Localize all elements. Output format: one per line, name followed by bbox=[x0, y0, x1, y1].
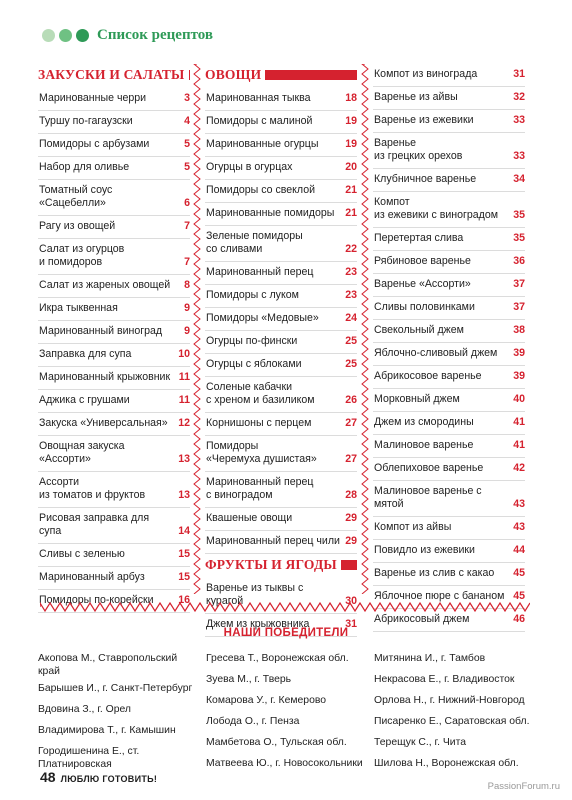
recipe-name: Помидоры «Черемуха душистая» bbox=[206, 440, 317, 465]
recipe-name: Маринованная тыква bbox=[206, 92, 311, 104]
recipe-name: Икра тыквенная bbox=[39, 302, 118, 314]
recipe-item bbox=[373, 87, 525, 110]
recipe-item bbox=[373, 169, 525, 192]
recipe-page: 5 bbox=[184, 138, 190, 150]
section-bar bbox=[341, 560, 357, 570]
recipe-item bbox=[38, 298, 190, 321]
recipe-page: 16 bbox=[178, 594, 190, 606]
recipe-page: 26 bbox=[345, 394, 357, 406]
recipe-page: 43 bbox=[513, 521, 525, 533]
recipe-page: 46 bbox=[513, 613, 525, 625]
recipe-item bbox=[205, 508, 357, 531]
recipe-page: 10 bbox=[178, 348, 190, 360]
recipe-page: 25 bbox=[345, 358, 357, 370]
page-footer bbox=[40, 769, 157, 785]
zigzag-line bbox=[40, 603, 530, 611]
recipe-page: 32 bbox=[513, 91, 525, 103]
decorative-dot-icon bbox=[76, 29, 89, 42]
recipe-column-2 bbox=[205, 64, 357, 637]
recipe-page: 13 bbox=[178, 453, 190, 465]
recipe-item bbox=[38, 508, 190, 544]
winner-entry: Комарова У., г. Кемерово bbox=[206, 695, 327, 706]
recipe-page: 42 bbox=[513, 462, 525, 474]
recipe-name: Варенье из слив с какао bbox=[374, 567, 495, 579]
section-bar bbox=[189, 70, 191, 80]
recipe-name: Маринованный арбуз bbox=[39, 571, 145, 583]
recipe-name: Туршу по-гагаузски bbox=[39, 115, 133, 127]
recipe-name: Яблочно-сливовый джем bbox=[374, 347, 498, 359]
recipe-page: 7 bbox=[184, 220, 190, 232]
zigzag-line bbox=[194, 64, 200, 594]
recipe-page: 9 bbox=[184, 325, 190, 337]
recipe-page: 31 bbox=[345, 618, 357, 630]
recipe-page: 24 bbox=[345, 312, 357, 324]
recipe-page: 35 bbox=[513, 209, 525, 221]
recipe-item bbox=[205, 413, 357, 436]
recipe-page: 11 bbox=[178, 371, 190, 383]
recipe-item bbox=[373, 389, 525, 412]
page-number: 48 bbox=[40, 769, 56, 785]
recipe-name: Маринованный перец с виноградом bbox=[206, 476, 314, 501]
recipe-item bbox=[205, 226, 357, 262]
recipe-column-1 bbox=[38, 64, 190, 613]
winner-entry: Владимирова Т., г. Камышин bbox=[38, 725, 176, 736]
zigzag-divider-icon bbox=[361, 64, 369, 594]
recipe-name: Томатный соус «Сацебелли» bbox=[39, 184, 113, 209]
recipe-item bbox=[38, 88, 190, 111]
recipe-page: 39 bbox=[513, 370, 525, 382]
recipe-name: Зеленые помидоры со сливами bbox=[206, 230, 303, 255]
recipe-item bbox=[373, 458, 525, 481]
recipe-name: Огурцы с яблоками bbox=[206, 358, 302, 370]
recipe-item bbox=[373, 343, 525, 366]
recipe-item bbox=[38, 367, 190, 390]
recipe-item bbox=[205, 134, 357, 157]
recipe-page: 19 bbox=[345, 115, 357, 127]
winners-column-3 bbox=[374, 648, 534, 774]
recipe-page: 33 bbox=[513, 114, 525, 126]
recipe-page: 6 bbox=[184, 197, 190, 209]
recipe-page: 3 bbox=[184, 92, 190, 104]
recipe-name: Варенье из тыквы с курагой bbox=[206, 582, 304, 607]
recipe-name: Маринованный перец bbox=[206, 266, 314, 278]
recipe-item bbox=[373, 412, 525, 435]
recipe-page: 15 bbox=[178, 571, 190, 583]
recipe-page: 44 bbox=[513, 544, 525, 556]
recipe-page: 31 bbox=[513, 68, 525, 80]
recipe-name: Облепиховое варенье bbox=[374, 462, 484, 474]
winner-entry: Лобода О., г. Пенза bbox=[206, 716, 300, 727]
recipe-name: Варенье из грецких орехов bbox=[374, 137, 463, 162]
recipe-page: 23 bbox=[345, 289, 357, 301]
recipe-item bbox=[38, 436, 190, 472]
recipe-name: Сливы половинками bbox=[374, 301, 475, 313]
recipe-item bbox=[373, 366, 525, 389]
recipe-item bbox=[205, 262, 357, 285]
recipe-page: 45 bbox=[513, 567, 525, 579]
recipe-item bbox=[373, 320, 525, 343]
recipe-name: Маринованный виноград bbox=[39, 325, 163, 337]
recipe-name: Сливы с зеленью bbox=[39, 548, 125, 560]
recipe-item bbox=[205, 180, 357, 203]
zigzag-horizontal-divider-icon bbox=[40, 601, 530, 613]
recipe-name: Помидоры с луком bbox=[206, 289, 299, 301]
recipe-page: 29 bbox=[345, 512, 357, 524]
magazine-name: ЛЮБЛЮ ГОТОВИТЬ! bbox=[60, 774, 158, 784]
recipe-item bbox=[205, 472, 357, 508]
section-bar bbox=[265, 70, 357, 80]
recipe-page: 7 bbox=[184, 256, 190, 268]
recipe-page: 35 bbox=[513, 232, 525, 244]
recipe-page: 20 bbox=[345, 161, 357, 173]
recipe-name: Корнишоны с перцем bbox=[206, 417, 312, 429]
section-heading bbox=[205, 557, 357, 573]
winner-entry: Вдовина З., г. Орел bbox=[38, 704, 131, 715]
recipe-name: Помидоры со свеклой bbox=[206, 184, 316, 196]
decorative-dot-icon bbox=[59, 29, 72, 42]
recipe-name: Джем из смородины bbox=[374, 416, 474, 428]
recipe-name: Помидоры «Медовые» bbox=[206, 312, 319, 324]
recipe-page: 30 bbox=[345, 595, 357, 607]
recipe-item bbox=[38, 134, 190, 157]
recipe-name: Помидоры с арбузами bbox=[39, 138, 150, 150]
recipe-page: 12 bbox=[178, 417, 190, 429]
recipe-item bbox=[38, 390, 190, 413]
winner-entry: Некрасова Е., г. Владивосток bbox=[374, 674, 515, 685]
recipe-page: 18 bbox=[345, 92, 357, 104]
recipe-item bbox=[38, 413, 190, 436]
recipe-name: Компот из ежевики с виноградом bbox=[374, 196, 499, 221]
winner-entry: Матвеева Ю., г. Новосокольники bbox=[206, 758, 363, 769]
page-header bbox=[42, 24, 213, 46]
recipe-item bbox=[205, 308, 357, 331]
recipe-name: Яблочное пюре с бананом bbox=[374, 590, 505, 602]
recipe-page: 19 bbox=[345, 138, 357, 150]
recipe-item bbox=[373, 481, 525, 517]
winner-entry: Митянина И., г. Тамбов bbox=[374, 653, 486, 664]
recipe-item bbox=[38, 216, 190, 239]
recipe-name: Салат из огурцов и помидоров bbox=[39, 243, 125, 268]
recipe-name: Набор для оливье bbox=[39, 161, 130, 173]
recipe-page: 5 bbox=[184, 161, 190, 173]
recipe-page: 21 bbox=[345, 184, 357, 196]
recipe-name: Маринованные черри bbox=[39, 92, 147, 104]
recipe-item bbox=[373, 563, 525, 586]
winner-entry: Гресева Т., Воронежская обл. bbox=[206, 653, 349, 664]
recipe-page: 40 bbox=[513, 393, 525, 405]
recipe-item bbox=[205, 285, 357, 308]
recipe-page: 34 bbox=[513, 173, 525, 185]
recipe-name: Помидоры с малиной bbox=[206, 115, 313, 127]
recipe-page: 21 bbox=[345, 207, 357, 219]
recipe-page: 38 bbox=[513, 324, 525, 336]
winners-column-1 bbox=[38, 648, 198, 771]
winner-entry: Шилова Н., Воронежская обл. bbox=[374, 758, 519, 769]
recipe-page: 13 bbox=[178, 489, 190, 501]
winner-entry: Акопова М., Ставропольский край bbox=[38, 653, 178, 677]
recipe-item bbox=[38, 472, 190, 508]
recipe-name: Малиновое варенье с мятой bbox=[374, 485, 482, 510]
recipe-column-3 bbox=[373, 64, 525, 632]
section-heading bbox=[205, 67, 357, 83]
recipe-name: Перетертая слива bbox=[374, 232, 464, 244]
winner-entry: Терещук С., г. Чита bbox=[374, 737, 467, 748]
winner-entry: Писаренко Е., Саратовская обл. bbox=[374, 716, 530, 727]
recipe-name: Квашеные овощи bbox=[206, 512, 293, 524]
recipe-name: Клубничное варенье bbox=[374, 173, 477, 185]
recipe-page: 39 bbox=[513, 347, 525, 359]
recipe-item bbox=[373, 517, 525, 540]
recipe-name: Повидло из ежевики bbox=[374, 544, 475, 556]
recipe-page: 27 bbox=[345, 453, 357, 465]
recipe-name: Абрикосовое варенье bbox=[374, 370, 482, 382]
recipe-page: 28 bbox=[345, 489, 357, 501]
recipe-page: 41 bbox=[513, 416, 525, 428]
decorative-dot-icon bbox=[42, 29, 55, 42]
recipe-page: 36 bbox=[513, 255, 525, 267]
recipe-name: Овощная закуска «Ассорти» bbox=[39, 440, 125, 465]
recipe-name: Ассорти из томатов и фруктов bbox=[39, 476, 146, 501]
recipe-name: Маринованные огурцы bbox=[206, 138, 319, 150]
recipe-name: Салат из жареных овощей bbox=[39, 279, 171, 291]
section-title: ФРУКТЫ И ЯГОДЫ bbox=[205, 557, 337, 572]
recipe-item bbox=[38, 567, 190, 590]
recipe-name: Абрикосовый джем bbox=[374, 613, 470, 625]
recipe-item bbox=[38, 344, 190, 367]
recipe-page: 15 bbox=[178, 548, 190, 560]
section-heading bbox=[38, 67, 190, 83]
recipe-page: 33 bbox=[513, 150, 525, 162]
recipe-name: Варенье «Ассорти» bbox=[374, 278, 471, 290]
zigzag-divider-icon bbox=[193, 64, 201, 594]
recipe-item bbox=[373, 64, 525, 87]
recipe-page: 11 bbox=[178, 394, 190, 406]
recipe-item bbox=[373, 297, 525, 320]
recipe-item bbox=[38, 180, 190, 216]
winners-title: НАШИ ПОБЕДИТЕЛИ bbox=[223, 627, 349, 639]
recipe-name: Рябиновое варенье bbox=[374, 255, 471, 267]
recipe-page: 43 bbox=[513, 498, 525, 510]
recipe-name: Соленые кабачки с хреном и базиликом bbox=[206, 381, 315, 406]
recipe-name: Малиновое варенье bbox=[374, 439, 474, 451]
recipe-page: 14 bbox=[178, 525, 190, 537]
zigzag-line bbox=[362, 64, 368, 594]
recipe-page: 29 bbox=[345, 535, 357, 547]
recipe-name: Джем из крыжовника bbox=[206, 618, 310, 630]
recipe-item bbox=[205, 157, 357, 180]
recipe-page: 45 bbox=[513, 590, 525, 602]
recipe-item bbox=[38, 239, 190, 275]
recipe-name: Рисовая заправка для супа bbox=[39, 512, 150, 537]
winners-column-2 bbox=[206, 648, 366, 774]
winner-entry: Барышев И., г. Санкт-Петербург bbox=[38, 683, 193, 694]
section-title: ЗАКУСКИ И САЛАТЫ bbox=[38, 67, 185, 82]
recipe-name: Свекольный джем bbox=[374, 324, 464, 336]
recipe-name: Компот из айвы bbox=[374, 521, 452, 533]
recipe-item bbox=[38, 157, 190, 180]
section-title: ОВОЩИ bbox=[205, 67, 262, 82]
winner-entry: Зуева М., г. Тверь bbox=[206, 674, 292, 685]
recipe-item bbox=[373, 435, 525, 458]
recipe-item bbox=[373, 133, 525, 169]
recipe-name: Заправка для супа bbox=[39, 348, 132, 360]
recipe-page: 22 bbox=[345, 243, 357, 255]
watermark: PassionForum.ru bbox=[487, 781, 560, 792]
recipe-name: Маринованные помидоры bbox=[206, 207, 335, 219]
winner-entry: Мамбетова О., Тульская обл. bbox=[206, 737, 347, 748]
recipe-item bbox=[205, 354, 357, 377]
recipe-page: 8 bbox=[184, 279, 190, 291]
recipe-item bbox=[38, 275, 190, 298]
recipe-item bbox=[205, 331, 357, 354]
recipe-item bbox=[205, 203, 357, 226]
recipe-name: Компот из винограда bbox=[374, 68, 478, 80]
winner-entry: Городишенина Е., ст. Платнировская bbox=[38, 746, 140, 770]
winner-entry: Орлова Н., г. Нижний-Новгород bbox=[374, 695, 525, 706]
recipe-item bbox=[205, 436, 357, 472]
recipe-page: 41 bbox=[513, 439, 525, 451]
recipe-page: 27 bbox=[345, 417, 357, 429]
recipe-name: Маринованный крыжовник bbox=[39, 371, 171, 383]
recipe-name: Варенье из ежевики bbox=[374, 114, 474, 126]
recipe-item bbox=[205, 531, 357, 554]
recipe-item bbox=[373, 110, 525, 133]
recipe-item bbox=[205, 111, 357, 134]
recipe-page: 9 bbox=[184, 302, 190, 314]
recipe-item bbox=[373, 251, 525, 274]
recipe-item bbox=[38, 544, 190, 567]
recipe-name: Огурцы в огурцах bbox=[206, 161, 293, 173]
recipe-item bbox=[373, 228, 525, 251]
recipe-name: Огурцы по-фински bbox=[206, 335, 298, 347]
recipe-item bbox=[373, 540, 525, 563]
recipe-item bbox=[205, 88, 357, 111]
recipe-item bbox=[38, 111, 190, 134]
recipe-name: Варенье из айвы bbox=[374, 91, 458, 103]
recipe-name: Помидоры по-корейски bbox=[39, 594, 154, 606]
recipe-item bbox=[38, 321, 190, 344]
recipe-item bbox=[373, 192, 525, 228]
recipe-name: Закуска «Универсальная» bbox=[39, 417, 168, 429]
recipe-name: Рагу из овощей bbox=[39, 220, 116, 232]
recipe-page: 37 bbox=[513, 278, 525, 290]
recipe-name: Маринованный перец чили bbox=[206, 535, 340, 547]
page-title: Список рецептов bbox=[97, 26, 214, 43]
recipe-name: Морковный джем bbox=[374, 393, 460, 405]
recipe-page: 23 bbox=[345, 266, 357, 278]
recipe-name: Аджика с грушами bbox=[39, 394, 130, 406]
recipe-page: 25 bbox=[345, 335, 357, 347]
recipe-item bbox=[205, 377, 357, 413]
recipe-page: 4 bbox=[184, 115, 190, 127]
recipe-page: 37 bbox=[513, 301, 525, 313]
recipe-item bbox=[373, 274, 525, 297]
